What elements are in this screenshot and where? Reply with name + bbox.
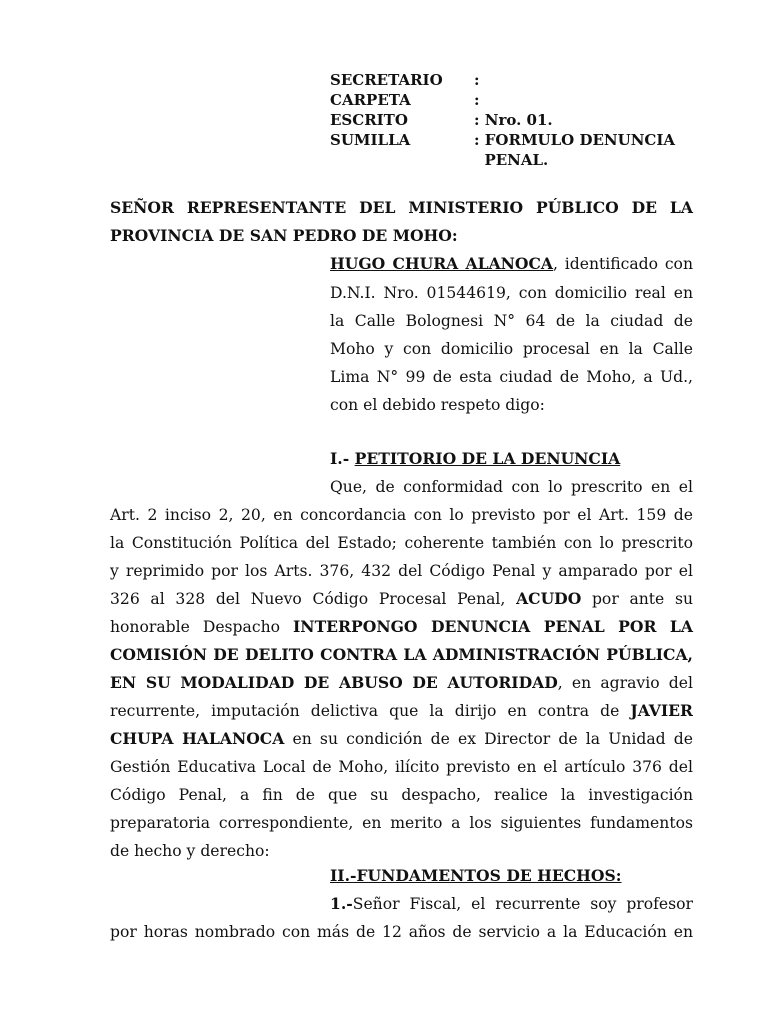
header-value: : <box>474 91 480 109</box>
header-key: SUMILLA <box>330 131 411 149</box>
petitorio-line-7: COMISIÓN DE DELITO CONTRA LA ADMINISTRACIÓN PÚBLICA, <box>110 645 693 664</box>
petitorio-line-12: Código Penal, a fin de que su despacho, realice la investigación <box>110 786 693 804</box>
modalidad-text: EN SU MODALIDAD DE ABUSO DE AUTORIDAD <box>110 673 558 692</box>
complainant-name: HUGO CHURA ALANOCA <box>330 254 554 273</box>
addressee-line-1: SEÑOR REPRESENTANTE DEL MINISTERIO PÚBLICO DE LA <box>110 198 693 217</box>
intro-line-6: con el debido respeto digo: <box>330 396 545 414</box>
accused-surname: CHUPA HALANOCA <box>110 729 285 748</box>
section-2-heading: II.-FUNDAMENTOS DE HECHOS: <box>330 866 622 885</box>
petitorio-line-3: la Constitución Política del Estado; coherente también con lo prescrito <box>110 534 693 552</box>
header-row-sumilla <box>330 130 675 150</box>
addressee-line-2: PROVINCIA DE SAN PEDRO DE MOHO: <box>110 226 458 245</box>
petitorio-line-11: Gestión Educativa Local de Moho, ilícito previsto en el artículo 376 del <box>110 758 693 776</box>
intro-line-1 <box>330 254 693 274</box>
intro-line-1-rest: , identificado con <box>553 255 693 273</box>
hechos-line-2: por horas nombrado con más de 12 años de servicio a la Educación en <box>110 923 693 941</box>
section-1-title: PETITORIO DE LA DENUNCIA <box>354 449 621 468</box>
petitorio-line-10b: en su condición de ex Director de la Unidad de <box>284 730 694 748</box>
petitorio-line-5 <box>110 589 693 609</box>
intro-line-2: D.N.I. Nro. 01544619, con domicilio real en <box>330 284 693 302</box>
intro-line-5: Lima N° 99 de esta ciudad de Moho, a Ud., <box>330 368 693 386</box>
header-key: ESCRITO <box>330 111 408 129</box>
hechos-line-1 <box>330 894 693 914</box>
header-key <box>330 150 474 170</box>
header-key: CARPETA <box>330 91 411 109</box>
header-row-carpeta <box>330 90 675 110</box>
intro-line-3: la Calle Bolognesi N° 64 de la ciudad de <box>330 312 693 330</box>
petitorio-line-10 <box>110 729 693 749</box>
header-value: PENAL. <box>474 151 549 169</box>
petitorio-line-2: Art. 2 inciso 2, 20, en concordancia con lo previsto por el Art. 159 de <box>110 506 693 524</box>
petitorio-line-9 <box>110 701 693 721</box>
intro-line-4: Moho y con domicilio procesal en la Calle <box>330 340 693 358</box>
section-1-number: I.- <box>330 449 355 468</box>
case-header <box>330 70 675 170</box>
accused-first-name: JAVIER <box>630 701 693 720</box>
acudo-text: ACUDO <box>516 589 582 608</box>
petitorio-line-1: Que, de conformidad con lo prescrito en el <box>330 478 693 496</box>
header-value: : Nro. 01. <box>474 111 553 129</box>
header-value: : <box>474 71 480 89</box>
petitorio-line-6a: honorable Despacho <box>110 618 294 636</box>
header-row-sumilla-cont <box>330 150 675 170</box>
petitorio-line-5c: por ante su <box>581 590 694 608</box>
header-row-escrito <box>330 110 675 130</box>
petitorio-line-8b: , en agravio del <box>557 674 694 692</box>
header-value: : FORMULO DENUNCIA <box>474 131 675 149</box>
petitorio-line-6 <box>110 617 693 637</box>
header-row-secretario <box>330 70 675 90</box>
paragraph-number: 1.- <box>330 894 353 913</box>
section-1-heading <box>330 449 693 469</box>
header-key: SECRETARIO <box>330 71 443 89</box>
petitorio-line-9a: recurrente, imputación delictiva que la dirijo en contra de <box>110 702 631 720</box>
petitorio-line-4: y reprimido por los Arts. 376, 432 del Código Penal y amparado por el <box>110 562 693 580</box>
petitorio-line-5a: 326 al 328 del Nuevo Código Procesal Penal, <box>110 590 517 608</box>
denuncia-text: INTERPONGO DENUNCIA PENAL POR LA <box>293 617 693 636</box>
petitorio-line-8 <box>110 673 693 693</box>
petitorio-line-14: de hecho y derecho: <box>110 842 270 860</box>
petitorio-line-13: preparatoria correspondiente, en merito a los siguientes fundamentos <box>110 814 693 832</box>
hechos-line-1-text: Señor Fiscal, el recurrente soy profesor <box>352 895 693 913</box>
